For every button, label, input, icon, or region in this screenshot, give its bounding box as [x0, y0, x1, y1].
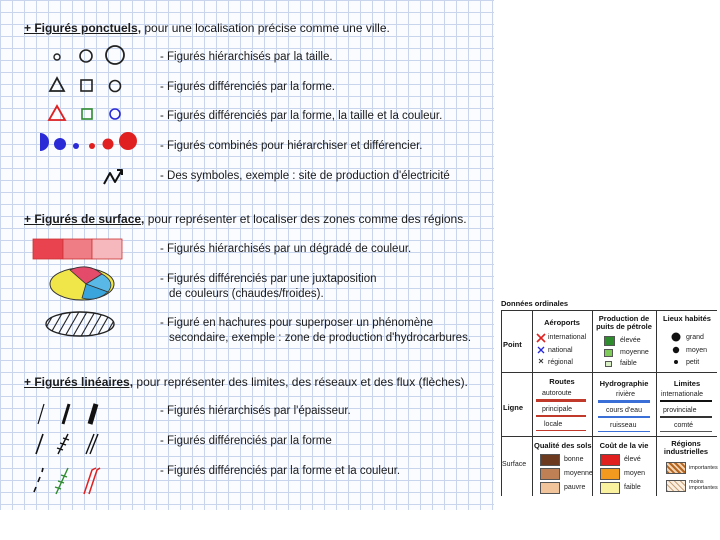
limits-title: Limites — [673, 379, 701, 388]
oil-high: élevée — [620, 337, 641, 344]
point-item-combined: - Figurés combinés pour hiérarchiser et différencier. — [160, 140, 423, 152]
small-circle-icon — [54, 54, 60, 60]
large-circle-icon — [106, 46, 124, 64]
soil-good: bonne — [564, 456, 584, 463]
point-item-size: - Figurés hiérarchisés par la taille. — [160, 51, 333, 63]
surface-item-gradient: - Figurés hiérarchisés par un dégradé de couleur. — [160, 243, 412, 255]
medium-line-icon — [63, 404, 69, 424]
small-blue-dot-icon — [73, 143, 79, 149]
dark-red-swatch — [33, 239, 63, 259]
red-dot-icon — [103, 139, 114, 150]
big-blue-dot-icon — [40, 133, 49, 151]
oil-medium-swatch — [604, 349, 613, 357]
cost-medium-swatch — [600, 468, 620, 480]
surface-symbols — [30, 234, 130, 342]
industrial-minor: moins importantes — [689, 479, 718, 491]
limit-provincial: provinciale — [663, 407, 697, 414]
section-points-intro: pour une localisation précise comme une ville. — [144, 21, 390, 35]
cost-low: faible — [624, 484, 641, 491]
places-dots — [670, 332, 682, 368]
blue-circle-icon — [110, 109, 120, 119]
small-red-dot-icon — [89, 143, 95, 149]
section-surfaces-title: + Figurés de surface, — [24, 212, 145, 226]
oil-medium: moyenne — [620, 349, 649, 356]
thick-line-icon — [90, 404, 96, 424]
light-red-swatch — [92, 239, 122, 259]
plain-line-icon — [36, 434, 43, 454]
soil-medium: moyenne — [564, 470, 593, 477]
red-double-line-icon — [84, 468, 100, 494]
airport-international: international — [548, 334, 587, 341]
cost-title: Coût de la vie — [599, 441, 649, 450]
limit-international: internationale — [661, 391, 704, 398]
medium-circle-icon — [80, 50, 92, 62]
surface-item-juxtaposition-2: de couleurs (chaudes/froides). — [169, 288, 324, 300]
place-medium: moyen — [686, 347, 708, 354]
airports-title: Aéroports — [544, 318, 580, 327]
hydro-title: Hydrographie — [599, 379, 649, 388]
roads-title: Routes — [549, 377, 575, 386]
road-local: locale — [544, 421, 563, 428]
line-symbols — [28, 396, 118, 500]
oil-low: faible — [620, 360, 637, 367]
soil-medium-swatch — [540, 468, 560, 480]
section-lines-title: + Figurés linéaires, — [24, 375, 134, 389]
line-item-shape: - Figurés différenciés par la forme — [160, 435, 332, 447]
soil-poor-swatch — [540, 482, 560, 494]
mid-red-swatch — [63, 239, 92, 259]
industrial-title: Régions industrielles — [663, 439, 709, 456]
line-item-shape-color: - Figurés différenciés par la forme et la couleur. — [160, 465, 401, 477]
dashed-line-icon — [34, 468, 43, 492]
point-item-symbols: - Des symboles, exemple : site de production d'électricité — [160, 170, 450, 182]
line-item-thickness: - Figurés hiérarchisés par l'épaisseur. — [160, 405, 351, 417]
row-label-point: Point — [503, 340, 522, 349]
airport-regional: régional — [548, 359, 573, 366]
airport-symbols — [534, 332, 548, 368]
airport-national: national — [548, 347, 573, 354]
industrial-major: importantes — [689, 465, 718, 471]
industrial-major-swatch — [666, 462, 686, 474]
thin-line-icon — [38, 404, 44, 424]
ordinal-data-legend — [498, 296, 720, 500]
limit-county: comté — [674, 422, 694, 429]
double-line-icon — [86, 434, 98, 454]
cost-medium: moyen — [624, 470, 646, 477]
oil-title: Production de puits de pétrole — [596, 314, 652, 331]
section-lines-heading — [24, 375, 468, 389]
hatched-ellipse — [40, 310, 120, 338]
oil-low-swatch — [605, 361, 612, 367]
soil-good-swatch — [540, 454, 560, 466]
railway-line-icon — [57, 434, 69, 454]
big-red-dot-icon — [119, 132, 137, 150]
row-label-surface: Surface — [502, 461, 527, 468]
point-item-shape-size-color: - Figurés différenciés par la forme, la taille et la couleur. — [160, 110, 443, 122]
blue-dot-icon — [54, 138, 66, 150]
soil-title: Qualité des sols — [534, 441, 592, 450]
point-symbols — [40, 42, 140, 190]
section-lines-intro: pour représenter des limites, des réseaux et des flux (flèches). — [136, 375, 468, 389]
red-triangle-icon — [49, 106, 65, 120]
electricity-icon — [104, 170, 122, 184]
legend-title: Données ordinales — [501, 299, 569, 308]
green-square-icon — [82, 109, 92, 119]
section-surfaces-heading — [24, 212, 467, 226]
triangle-icon — [50, 78, 64, 91]
surface-item-hatching: - Figuré en hachures pour superposer un phénomène — [160, 317, 433, 329]
section-points-heading — [24, 21, 390, 35]
cost-high-swatch — [600, 454, 620, 466]
circle-icon — [110, 81, 121, 92]
places-title: Lieux habités — [663, 314, 711, 323]
road-highway: autoroute — [542, 390, 572, 397]
square-icon — [81, 80, 92, 91]
cost-low-swatch — [600, 482, 620, 494]
place-small: petit — [686, 359, 700, 366]
hydro-brook: ruisseau — [610, 422, 637, 429]
place-large: grand — [686, 334, 704, 341]
row-label-line: Ligne — [503, 403, 523, 412]
road-main: principale — [542, 406, 572, 413]
hydro-river: rivière — [616, 391, 636, 398]
surface-item-hatching-2: secondaire, exemple : zone de production d'hydrocarbures. — [169, 332, 472, 344]
point-item-shape: - Figurés différenciés par la forme. — [160, 81, 335, 93]
section-points-title: + Figurés ponctuels, — [24, 21, 142, 35]
color-juxtaposition-blob — [50, 267, 114, 300]
cost-high: élevé — [624, 456, 641, 463]
section-surfaces-intro: pour représenter et localiser des zones comme des régions. — [147, 212, 467, 226]
green-railway-line-icon — [55, 468, 68, 494]
surface-item-juxtaposition: - Figurés différenciés par une juxtaposition — [160, 273, 377, 285]
oil-high-swatch — [604, 336, 615, 346]
soil-poor: pauvre — [564, 484, 586, 491]
hydro-stream: cours d'eau — [606, 407, 642, 414]
industrial-minor-swatch — [666, 480, 686, 492]
